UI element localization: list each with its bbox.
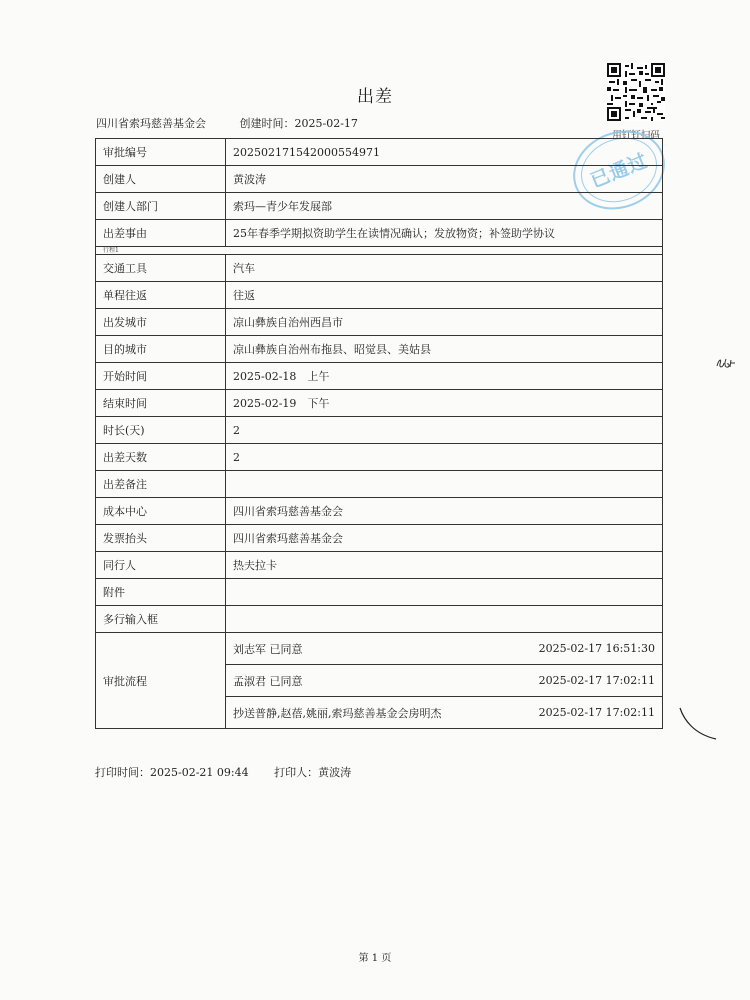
header-info [96,115,358,131]
row-creator [96,166,663,193]
field-value [226,471,663,498]
row-trip-days [96,444,663,471]
organization-name: 四川省索玛慈善基金会 [96,117,206,130]
field-label: 结束时间 [96,390,226,417]
field-value: 2 [226,444,663,471]
field-label: 开始时间 [96,363,226,390]
flow-step-text: 刘志军 已同意 [233,642,303,656]
qr-code-block [605,63,667,141]
row-approval-flow [96,633,663,729]
field-label: 审批流程 [96,633,226,729]
field-value: 索玛—青少年发展部 [226,193,663,220]
row-end-time [96,390,663,417]
qr-code-icon [607,63,665,121]
field-label: 附件 [96,579,226,606]
field-value: 25年春季学期拟资助学生在读情况确认；发放物资；补签助学协议 [226,220,663,247]
field-value: 凉山彝族自治州西昌市 [226,309,663,336]
created-time: 创建时间：2025-02-17 [239,117,358,130]
pen-stroke-mark [676,706,720,742]
row-start-time [96,363,663,390]
row-attachments [96,579,663,606]
field-value: 202502171542000554971 [226,139,663,166]
field-label: 出发城市 [96,309,226,336]
flow-step-time: 2025-02-17 17:02:11 [538,674,655,687]
flow-step [226,633,662,664]
row-dest-city [96,336,663,363]
field-value: 凉山彝族自治州布拖县、昭觉县、美姑县 [226,336,663,363]
field-label: 时长(天) [96,417,226,444]
field-value [226,606,663,633]
flow-step [226,664,662,696]
field-label: 单程往返 [96,282,226,309]
row-depart-city [96,309,663,336]
section-header [96,247,663,255]
row-invoice-title [96,525,663,552]
field-label: 目的城市 [96,336,226,363]
field-value: 2 [226,417,663,444]
row-transport [96,255,663,282]
printer: 打印人：黄波涛 [274,766,352,779]
field-label: 发票抬头 [96,525,226,552]
flow-step-time: 2025-02-17 16:51:30 [538,642,655,655]
print-info [95,764,351,780]
row-duration [96,417,663,444]
section-label: 行程1 [96,247,663,255]
row-companions [96,552,663,579]
row-one-way [96,282,663,309]
field-label: 成本中心 [96,498,226,525]
field-label: 创建人部门 [96,193,226,220]
field-label: 出差天数 [96,444,226,471]
flow-step-text: 抄送普静,赵蓓,姚丽,索玛慈善基金会房明杰 [233,706,442,720]
field-label: 创建人 [96,166,226,193]
field-value: 黄波涛 [226,166,663,193]
field-value: 往返 [226,282,663,309]
flow-step [226,696,662,728]
row-cost-center [96,498,663,525]
row-department [96,193,663,220]
field-label: 审批编号 [96,139,226,166]
flow-steps [226,633,663,729]
field-value: 2025-02-18 上午 [226,363,663,390]
field-value: 热夫拉卡 [226,552,663,579]
stamp-text: 已通过 [587,149,652,193]
flow-step-text: 孟淑君 已同意 [233,674,303,688]
field-label: 多行输入框 [96,606,226,633]
row-multiline [96,606,663,633]
field-value: 2025-02-19 下午 [226,390,663,417]
field-label: 交通工具 [96,255,226,282]
field-value [226,579,663,606]
row-approval-no [96,139,663,166]
print-time: 打印时间：2025-02-21 09:44 [95,766,249,779]
field-value: 四川省索玛慈善基金会 [226,498,663,525]
row-remarks [96,471,663,498]
document-title: 出差 [357,87,393,107]
page-number: 第 1 页 [358,953,392,964]
field-value: 汽车 [226,255,663,282]
field-label: 出差事由 [96,220,226,247]
flow-step-time: 2025-02-17 17:02:11 [538,706,655,719]
handwritten-mark [714,355,738,371]
row-reason [96,220,663,247]
qr-caption: 用钉钉扫码 [612,130,660,141]
approval-table [95,138,663,729]
field-label: 同行人 [96,552,226,579]
field-value: 四川省索玛慈善基金会 [226,525,663,552]
field-label: 出差备注 [96,471,226,498]
